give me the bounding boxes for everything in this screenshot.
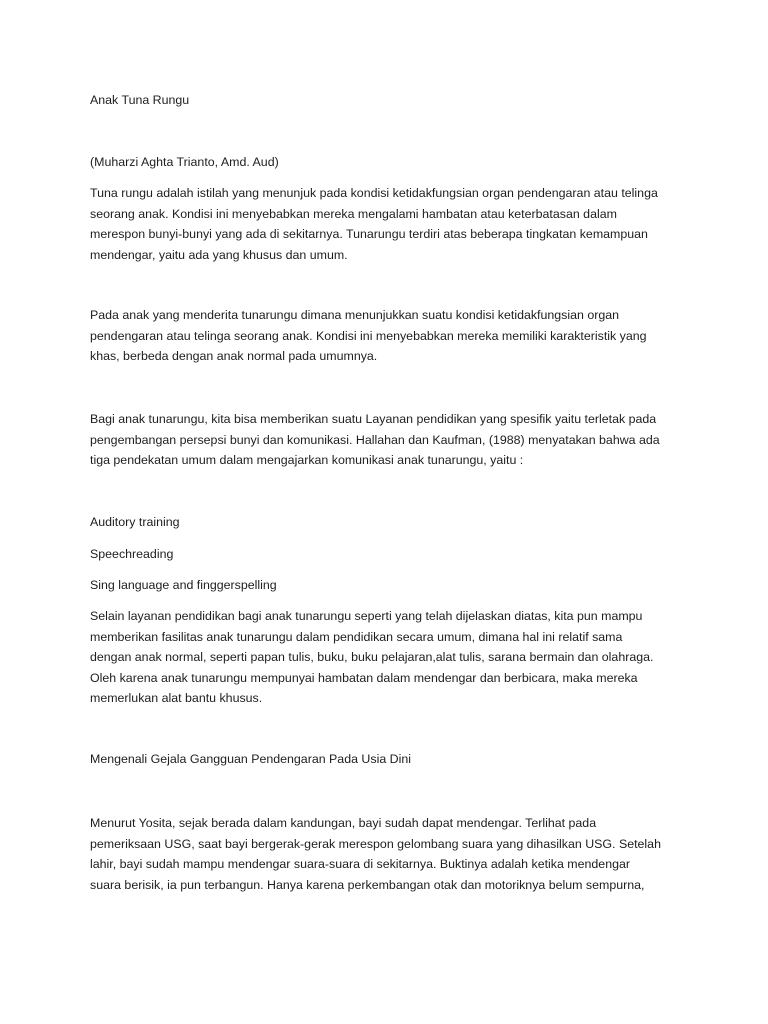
approach-item: Speechreading: [90, 547, 174, 561]
approach-item: Auditory training: [90, 515, 180, 529]
paragraph-line: khas, berbeda dengan anak normal pada umumnya.: [90, 349, 378, 364]
paragraph-line: seorang anak. Kondisi ini menyebabkan mereka mengalami hambatan atau keterbatasan dalam: [90, 206, 617, 221]
paragraph-line: Oleh karena anak tunarungu mempunyai hambatan dalam mendengar dan berbicara, maka mereka: [90, 670, 638, 685]
paragraph-1: [90, 183, 710, 265]
paragraph-line: pengembangan persepsi bunyi dan komunikasi. Hallahan dan Kaufman, (1988) menyatakan bahwa ada: [90, 432, 660, 447]
paragraph-line: pendengaran atau telinga seorang anak. Kondisi ini menyebabkan mereka memiliki karakteristik yang: [90, 328, 647, 343]
section-subheading: Mengenali Gejala Gangguan Pendengaran Pada Usia Dini: [90, 752, 412, 766]
paragraph-5: [90, 813, 710, 895]
paragraph-line: merespon bunyi-bunyi yang ada di sekitarnya. Tunarungu terdiri atas beberapa tingkatan kemampuan: [90, 227, 648, 242]
paragraph-line: Bagi anak tunarungu, kita bisa memberikan suatu Layanan pendidikan yang spesifik yaitu terletak pada: [90, 412, 657, 426]
paragraph-line: Tuna rungu adalah istilah yang menunjuk pada kondisi ketidakfungsian organ pendengaran atau telinga: [90, 186, 658, 200]
paragraph-line: memberikan fasilitas anak tunarungu dalam pendidikan secara umum, dimana hal ini relatif sama: [90, 629, 623, 644]
paragraph-line: tiga pendekatan umum dalam mengajarkan komunikasi anak tunarungu, yaitu :: [90, 453, 524, 468]
paragraph-line: dengan anak normal, seperti papan tulis, buku, buku pelajaran,alat tulis, sarana bermain dan olahraga.: [90, 650, 654, 665]
paragraph-line: Selain layanan pendidikan bagi anak tunarungu seperti yang telah dijelaskan diatas, kita pun mampu: [90, 609, 643, 623]
paragraph-line: Pada anak yang menderita tunarungu dimana menunjukkan suatu kondisi ketidakfungsian organ: [90, 308, 620, 322]
paragraph-line: lahir, bayi sudah mampu mendengar suara-suara di sekitarnya. Buktinya adalah ketika mendengar: [90, 857, 630, 872]
paragraph-3: [90, 409, 710, 471]
paragraph-4: [90, 606, 710, 709]
paragraph-line: pemeriksaan USG, saat bayi bergerak-gerak merespon gelombang suara yang dihasilkan USG. Setelah: [90, 836, 661, 851]
paragraph-line: mendengar, yaitu ada yang khusus dan umum.: [90, 247, 348, 262]
paragraph-2: [90, 305, 710, 367]
paragraph-line: memerlukan alat bantu khusus.: [90, 691, 263, 706]
approach-item: Sing language and finggerspelling: [90, 578, 277, 592]
document-title: Anak Tuna Rungu: [90, 93, 190, 107]
paragraph-line: Menurut Yosita, sejak berada dalam kandungan, bayi sudah dapat mendengar. Terlihat pada: [90, 816, 597, 830]
document-author: (Muharzi Aghta Trianto, Amd. Aud): [90, 155, 279, 169]
paragraph-line: suara berisik, ia pun terbangun. Hanya karena perkembangan otak dan motoriknya belum sempurna,: [90, 877, 645, 892]
